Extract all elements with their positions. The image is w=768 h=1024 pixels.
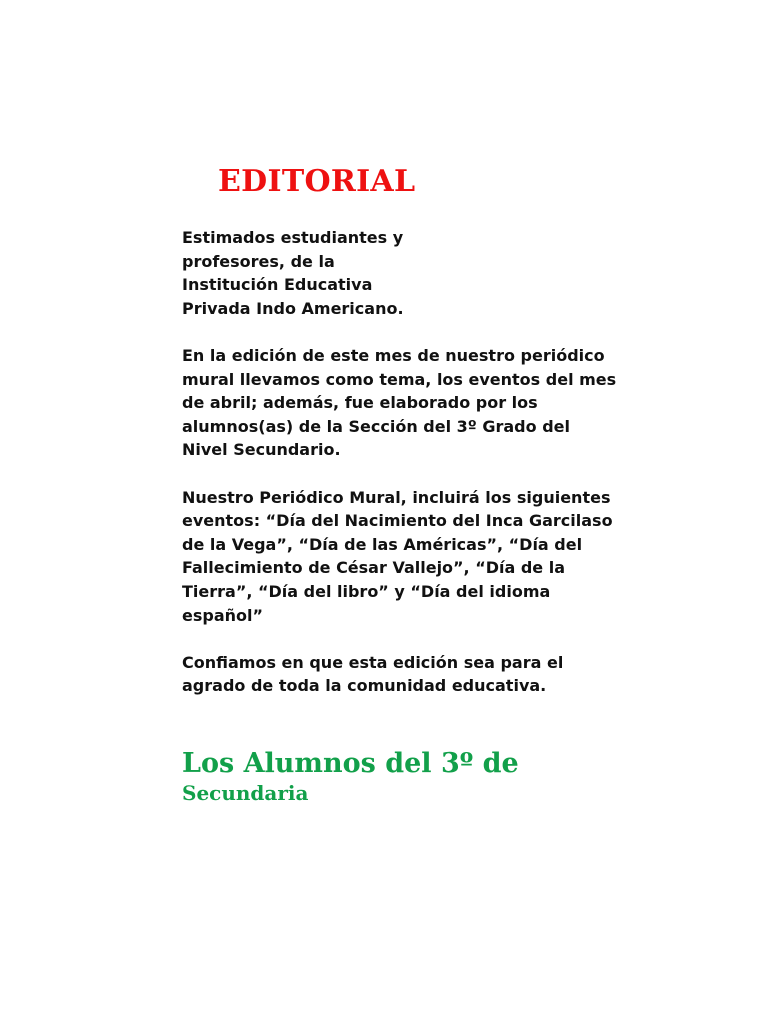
signature bbox=[182, 746, 519, 804]
text-line: Institución Educativa bbox=[182, 275, 373, 295]
text-line: Tierra”, “Día del libro” y “Día del idioma bbox=[182, 581, 551, 601]
text-line: Confiamos en que esta edición sea para el bbox=[182, 652, 564, 672]
text-line: Fallecimiento de César Vallejo”, “Día de la bbox=[182, 558, 566, 578]
text-line: alumnos(as) de la Sección del 3º Grado del bbox=[182, 416, 570, 436]
text-line: agrado de toda la comunidad educativa. bbox=[182, 676, 547, 696]
paragraph-closing bbox=[182, 651, 622, 698]
paragraph-edition-theme bbox=[182, 344, 622, 462]
editorial-body bbox=[182, 226, 622, 721]
text-line: Nuestro Periódico Mural, incluirá los siguientes bbox=[182, 487, 611, 507]
text-line: En la edición de este mes de nuestro periódico bbox=[182, 345, 605, 365]
paragraph-greeting bbox=[182, 226, 622, 320]
text-line: profesores, de la bbox=[182, 251, 335, 271]
text-line: mural llevamos como tema, los eventos del mes bbox=[182, 369, 617, 389]
text-line: de la Vega”, “Día de las Américas”, “Día del bbox=[182, 534, 583, 554]
text-line: de abril; además, fue elaborado por los bbox=[182, 393, 538, 413]
signature-sub: Secundaria bbox=[182, 781, 309, 805]
text-line: español” bbox=[182, 605, 264, 625]
text-line: Privada Indo Americano. bbox=[182, 298, 404, 318]
signature-main: Los Alumnos del 3º de bbox=[182, 748, 519, 779]
text-line: Estimados estudiantes y bbox=[182, 228, 404, 247]
text-line: eventos: “Día del Nacimiento del Inca Garcilaso bbox=[182, 511, 613, 531]
editorial-title: EDITORIAL bbox=[218, 164, 416, 199]
paragraph-events bbox=[182, 486, 622, 628]
text-line: Nivel Secundario. bbox=[182, 440, 341, 460]
